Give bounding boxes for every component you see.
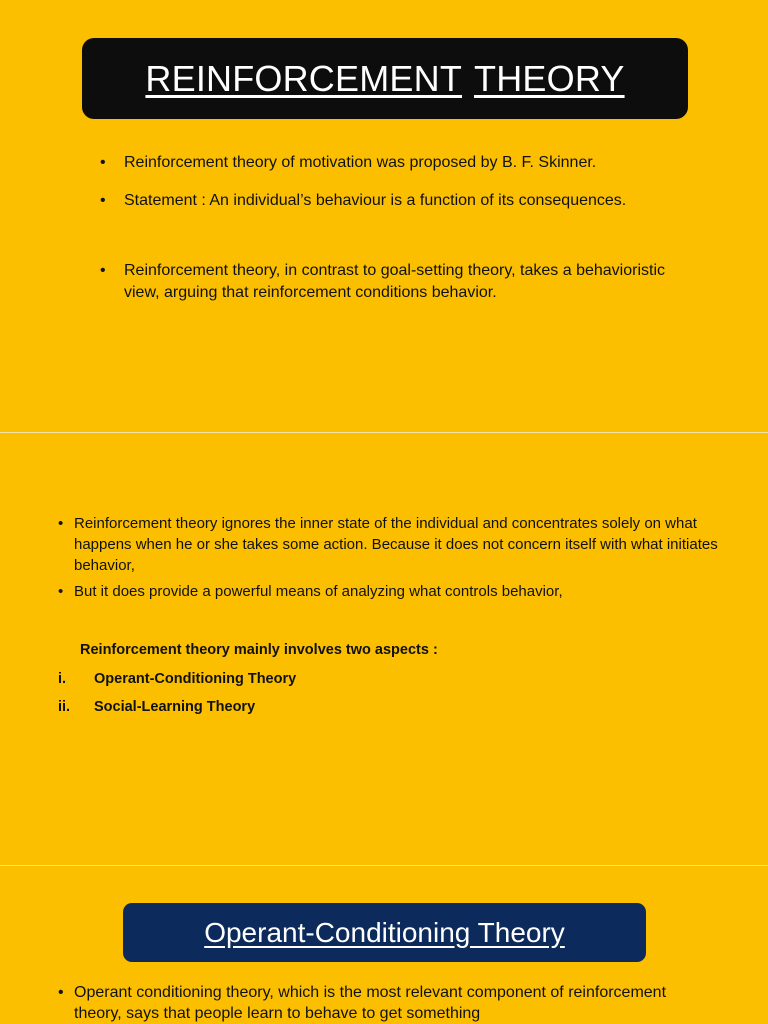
bullet-item: • Operant conditioning theory, which is the most relevant component of reinforcement theory, says that people learn to behave to get something xyxy=(58,982,718,1024)
bullet-item: • Reinforcement theory ignores the inner state of the individual and concentrates solely on what happens when he or she takes some action. Because it does not concern itself with what initiates behavior, xyxy=(58,513,718,576)
bullet-item: • Reinforcement theory of motivation was proposed by B. F. Skinner. xyxy=(100,152,690,174)
slide-operant-conditioning xyxy=(0,866,768,1024)
aspect-item xyxy=(58,699,255,715)
aspect-number: i. xyxy=(58,671,67,687)
slide-reinforcement-aspects xyxy=(0,433,768,865)
aspect-label: Operant-Conditioning Theory xyxy=(94,671,297,687)
slide-title-word-1: REINFORCEMENT xyxy=(145,57,463,99)
bullet-item: • Statement : An individual’s behaviour is a function of its consequences. xyxy=(100,190,690,212)
aspect-number: ii. xyxy=(58,699,71,715)
bullet-list xyxy=(58,982,718,1024)
bullet-list xyxy=(100,152,690,304)
slide-title-word-2: THEORY xyxy=(474,57,625,99)
aspect-label: Social-Learning Theory xyxy=(94,699,256,715)
slide-title-banner xyxy=(82,38,688,119)
aspect-item xyxy=(58,671,296,687)
bullet-list xyxy=(58,513,718,602)
section-title-banner xyxy=(123,903,646,962)
section-title: Operant-Conditioning Theory xyxy=(204,916,565,948)
slide-reinforcement-theory xyxy=(0,0,768,432)
bullet-item: • But it does provide a powerful means of analyzing what controls behavior, xyxy=(58,581,718,602)
aspects-heading: Reinforcement theory mainly involves two aspects : xyxy=(80,642,438,658)
bullet-item: • Reinforcement theory, in contrast to goal-setting theory, takes a behavioristic view, arguing that reinforcement conditions behavior. xyxy=(100,260,690,304)
